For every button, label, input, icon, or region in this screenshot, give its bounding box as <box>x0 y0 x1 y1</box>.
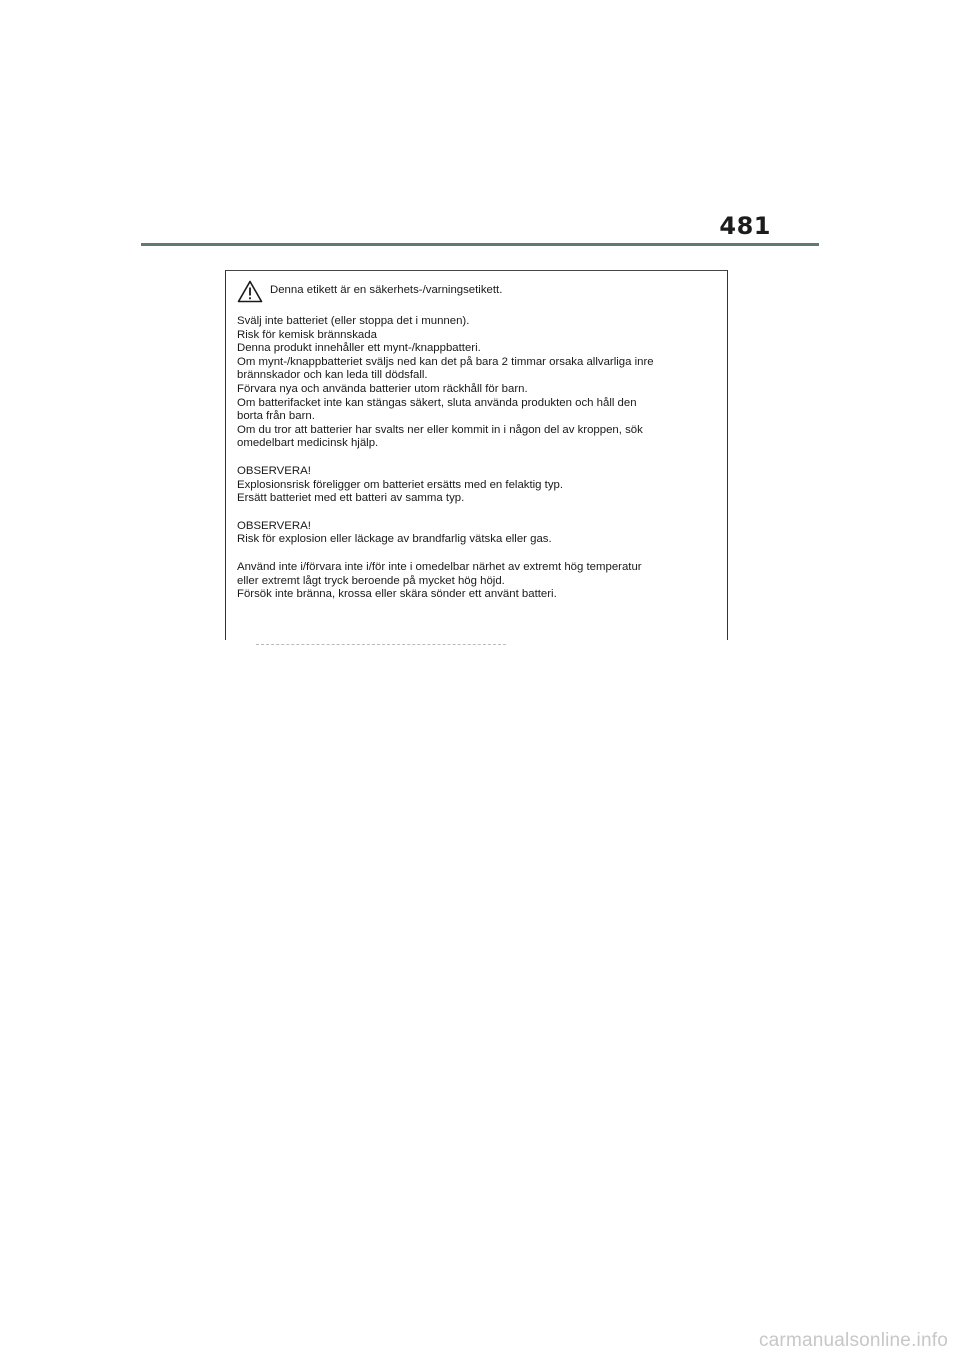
label-line: OBSERVERA! <box>237 519 311 532</box>
label-block-swallow-warning <box>237 315 715 451</box>
label-line: Ersätt batteriet med ett batteri av samma typ. <box>237 492 465 505</box>
scan-artifact-line <box>256 644 506 646</box>
label-line: Denna produkt innehåller ett mynt-/knappbatteri. <box>237 342 481 355</box>
warning-triangle-icon <box>237 280 263 303</box>
label-header-text: Denna etikett är en säkerhets-/varningsetikett. <box>270 284 503 297</box>
page-number: 481 <box>719 212 771 240</box>
label-line: Förvara nya och använda batterier utom räckhåll för barn. <box>237 382 528 395</box>
label-line: OBSERVERA! <box>237 464 311 477</box>
label-line: Risk för kemisk brännskada <box>237 328 377 341</box>
label-block-temperature <box>237 561 715 602</box>
label-line: Använd inte i/förvara inte i/för inte i omedelbar närhet av extremt hög temperatur <box>237 560 642 573</box>
label-line: Svälj inte batteriet (eller stoppa det i munnen). <box>237 315 470 327</box>
label-line: Explosionsrisk föreligger om batteriet ersätts med en felaktig typ. <box>237 478 564 491</box>
label-line: Om batterifacket inte kan stängas säkert, sluta använda produkten och håll den <box>237 396 637 409</box>
watermark: carmanualsonline.info <box>758 1330 948 1351</box>
label-line: Försök inte bränna, krossa eller skära sönder ett använt batteri. <box>237 588 557 601</box>
label-line: Om mynt-/knappbatteriet sväljs ned kan det på bara 2 timmar orsaka allvarliga inre <box>237 355 654 368</box>
label-line: borta från barn. <box>237 410 315 423</box>
label-block-explosion-leak <box>237 520 715 547</box>
label-line: brännskador och kan leda till dödsfall. <box>237 369 428 382</box>
header-rule <box>141 243 819 246</box>
label-line: Risk för explosion eller läckage av brandfarlig vätska eller gas. <box>237 533 552 546</box>
label-line: omedelbart medicinsk hjälp. <box>237 437 379 450</box>
safety-label <box>225 270 728 640</box>
label-line: eller extremt lågt tryck beroende på mycket hög höjd. <box>237 574 505 587</box>
label-block-explosion-type <box>237 465 715 506</box>
warning-header <box>237 278 715 304</box>
label-line: Om du tror att batterier har svalts ner eller kommit in i någon del av kroppen, sök <box>237 423 643 436</box>
